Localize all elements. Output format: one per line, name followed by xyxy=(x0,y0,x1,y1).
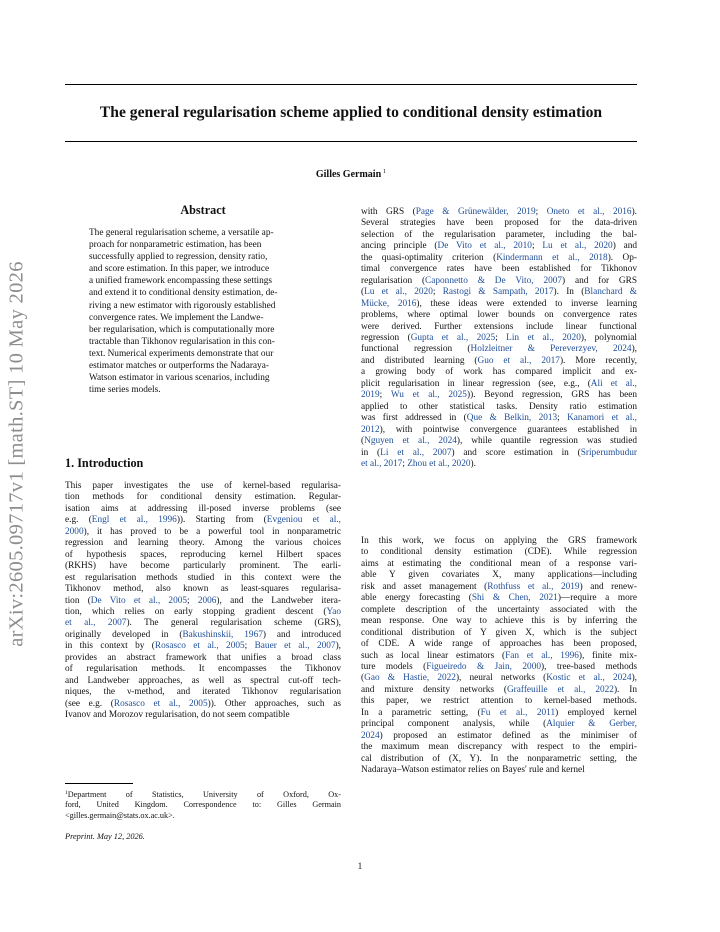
citation-link[interactable]: Ali et al., xyxy=(590,378,637,389)
footnote-line xyxy=(65,800,341,810)
text-line: cal distribution of (X, Y). In the nonparametric setting, the xyxy=(361,753,637,764)
text-line: (Lu et al., 2020; Rastogi & Sampath, 2017). In (Blanchard & xyxy=(361,287,637,298)
citation-link[interactable]: Rothfuss et al., 2019 xyxy=(487,581,580,592)
text-line: estimator matches or outperforms the Nadaraya- xyxy=(89,361,269,372)
text-line: successfully applied to regression, density ratio, xyxy=(89,252,268,263)
citation-link[interactable]: Rastogi & Sampath, 2017 xyxy=(442,287,554,298)
citation-link[interactable]: 2024 xyxy=(361,730,380,741)
citation-link[interactable]: Kostic et al., 2024 xyxy=(546,673,632,684)
citation-link[interactable]: Lu et al., 2020 xyxy=(542,241,613,252)
text-line: a unified framework encompassing these settings xyxy=(89,276,273,287)
text-line: of regularisation methods. It encompasses the Tikhonov xyxy=(65,664,341,675)
text-line: of CDE. A wide range of approaches has been proposed, xyxy=(361,639,637,650)
top-rule xyxy=(65,84,637,85)
citation-link[interactable]: Fan et al., 1996 xyxy=(505,650,579,661)
text-line: the quasi-optimality criterion (Kindermann et al., 2018). Op- xyxy=(361,252,638,263)
text-line: In this work, we focus on applying the GRS framework xyxy=(361,536,637,546)
text-line: in (Li et al., 2007) and score estimation in (Sriperumbudur xyxy=(361,447,637,458)
text-line: the maximum mean discrepancy with respect to the empiri- xyxy=(361,742,637,753)
citation-link[interactable]: Oneto et al., 2016 xyxy=(546,207,632,217)
right-column-paragraph-1 xyxy=(361,207,637,470)
text-line: The general regularisation scheme, a versatile ap- xyxy=(89,228,274,238)
citation-link[interactable]: Bakushinskii, 1967 xyxy=(182,629,263,640)
text-line: able Y given covariates X, many applications—including xyxy=(361,570,637,581)
text-line: functional regression (Holzleitner & Pereverzyev, 2024), xyxy=(361,344,637,355)
intro-paragraph xyxy=(65,481,341,722)
text-line: tractable than Tikhonov regularisation in this con- xyxy=(89,336,275,347)
text-line: and mixture density networks (Graffeuille et al., 2022). In xyxy=(361,684,637,695)
text-line: applied to other statistical tasks. Density ratio estimation xyxy=(361,401,637,412)
author-name: Gilles Germain xyxy=(315,169,382,180)
citation-link[interactable]: De Vito et al., 2010 xyxy=(437,241,532,252)
text-line: convergence rates. We implement the Landwe- xyxy=(89,312,264,323)
abstract-body xyxy=(89,227,321,396)
text-line: regression and learning theory. Among the various choices xyxy=(65,538,341,549)
text-line: Nadaraya–Watson estimator relies on Bayes' rule and kernel xyxy=(361,765,585,776)
text-line: provides an abstract framework that unifies a broad class xyxy=(65,652,341,663)
citation-link[interactable]: 2006 xyxy=(197,595,217,606)
text-line: Watson estimator in various scenarios, including xyxy=(89,373,270,384)
text-line: selection of the regularisation parameter, including the bal- xyxy=(361,229,637,240)
text-line: In a parametric setting, (Fu et al., 2011) employed kernel xyxy=(361,707,637,718)
text-line: (Gao & Hastie, 2022), neural networks (Kostic et al., 2024), xyxy=(361,673,637,684)
text-line: e.g. (Engl et al., 1996)). Starting from (Evgeniou et al., xyxy=(65,515,341,526)
text-line: conditional distribution of Y given X, which is the subject xyxy=(361,627,637,638)
preprint-note: Preprint. May 12, 2026. xyxy=(65,832,145,841)
text-line: this paper, we restrict attention to kernel-based methods. xyxy=(361,696,637,707)
text-line: complete description of the uncertainty associated with the xyxy=(361,604,637,615)
citation-link[interactable]: Wu et al., 2025 xyxy=(390,390,467,401)
citation-link[interactable]: Lin et al., 2020 xyxy=(506,332,581,343)
text-line: plicit regularisation in linear regression (see, e.g., (Ali et al., xyxy=(361,378,637,389)
text-line: in this context by (Rosasco et al., 2005; Bauer et al., 2007), xyxy=(65,641,341,652)
citation-link[interactable]: 2012 xyxy=(361,424,380,435)
text-line: et al., 2017; Zhou et al., 2020). xyxy=(361,458,476,469)
page-number: 1 xyxy=(357,862,363,872)
text-line: est regularisation methods studied in this context were the xyxy=(65,572,341,583)
text-line: Ivanov and Morozov regularisation, do not seem compatible xyxy=(65,710,290,721)
text-line: Mücke, 2016), these ideas were extended to inverse learning xyxy=(361,298,637,309)
text-line: text. Numerical experiments demonstrate that our xyxy=(89,348,274,359)
citation-link[interactable]: Engl et al., 1996 xyxy=(91,515,177,526)
text-line: a growing body of work has compared implicit and ex- xyxy=(361,367,637,378)
citation-link[interactable]: 2019 xyxy=(361,390,380,401)
citation-link[interactable]: Yao xyxy=(326,606,341,617)
citation-link[interactable]: Gupta et al., 2025 xyxy=(410,332,496,343)
text-line: 2000), it has proved to be a powerful tool in nonparametric xyxy=(65,526,341,537)
text-line: Several strategies have been proposed for the data-driven xyxy=(361,218,637,229)
citation-link[interactable]: Figueiredo & Jain, 2000 xyxy=(426,661,541,672)
citation-link[interactable]: Alquier & Gerber, xyxy=(546,719,637,730)
citation-link[interactable]: Rosasco et al., 2005 xyxy=(154,641,245,652)
citation-link[interactable]: Page & Grünewälder, 2019 xyxy=(415,207,536,217)
abstract-heading: Abstract xyxy=(180,203,226,217)
text-line: and score estimation. In this paper, we introduce xyxy=(89,264,270,275)
text-line: regularisation (Caponnetto & De Vito, 2007) and for GRS xyxy=(361,275,637,286)
text-line: et al., 2007). The general regularisation scheme (GRS), xyxy=(65,618,342,629)
citation-link[interactable]: Li et al., 2007 xyxy=(380,447,452,458)
text-line: Tikhonov method, also known as least-squares regularisa- xyxy=(65,584,341,595)
text-line: were derived. Further extensions include linear functional xyxy=(361,321,637,332)
text-line: able energy forecasting (Shi & Chen, 2021)—require a more xyxy=(361,593,637,604)
text-line: and extend it to conditional density estimation, de- xyxy=(89,288,278,299)
section-heading-introduction: 1. Introduction xyxy=(65,456,144,470)
citation-link[interactable]: Lu et al., 2020 xyxy=(364,287,433,298)
citation-link[interactable]: Caponnetto & De Vito, 2007 xyxy=(425,275,563,286)
text-line: (Nguyen et al., 2024), while quantile regression was studied xyxy=(361,436,637,447)
text-line: with GRS (Page & Grünewälder, 2019; Oneto et al., 2016). xyxy=(361,207,637,217)
text-line: of hypothesis spaces, reproducing kernel Hilbert spaces xyxy=(65,549,341,560)
citation-link[interactable]: De Vito et al., 2005 xyxy=(90,595,188,606)
text-line: risk and asset management (Rothfuss et al., 2019) and renew- xyxy=(361,581,637,592)
text-line: time series models. xyxy=(89,385,161,396)
text-line: 2024) proposed an estimator defined as the minimiser of xyxy=(361,730,637,741)
text-line: 2012), with pointwise convergence guarantees established in xyxy=(361,424,637,435)
citation-link[interactable]: Nguyen et al., 2024 xyxy=(364,436,457,447)
citation-link[interactable]: et al., 2017 xyxy=(361,458,403,469)
citation-link[interactable]: Evgeniou et al., xyxy=(266,515,341,526)
footnote-text: <gilles.germain@stats.ox.ac.uk>. xyxy=(65,810,175,820)
text-line: such as local linear estimators (Fan et al., 1996), finite mix- xyxy=(361,650,637,661)
text-line: principal component analysis, while (Alquier & Gerber, xyxy=(361,719,637,730)
text-line: tion methods for conditional density estimation. Regular- xyxy=(65,492,341,503)
citation-link[interactable]: Kindermann et al., 2018 xyxy=(496,252,608,263)
citation-link[interactable]: Fu et al., 2011 xyxy=(480,707,556,718)
footnote-mark: 1 xyxy=(65,790,68,796)
text-line: mean response. One way to achieve this is by inferring the xyxy=(361,616,637,627)
text-line: This paper investigates the use of kernel-based regularisa- xyxy=(65,481,341,491)
citation-link[interactable]: Sriperumbudur xyxy=(580,447,637,458)
author-affiliation-mark: 1 xyxy=(383,169,387,175)
footnote-rule xyxy=(65,783,133,784)
arxiv-stamp-text: arXiv:2605.09717v1 [math.ST] 10 May 2026 xyxy=(5,261,28,647)
citation-link[interactable]: Que & Belkin, 2013 xyxy=(466,413,558,424)
text-line: regression (Gupta et al., 2025; Lin et al., 2020), polynomial xyxy=(361,332,638,343)
citation-link[interactable]: Holzleitner & Pereverzyev, 2024 xyxy=(470,344,632,355)
citation-link[interactable]: Guo et al., 2017 xyxy=(477,355,560,366)
text-line: problems, where optimal lower bounds on convergence rates xyxy=(361,310,637,321)
text-line: ancing principle (De Vito et al., 2010; Lu et al., 2020) and xyxy=(361,241,637,252)
text-line: aims at estimating the conditional mean of a response vari- xyxy=(361,558,637,569)
text-line: and distributed learning (Guo et al., 2017). More recently, xyxy=(361,355,637,366)
citation-link[interactable]: Mücke, 2016 xyxy=(361,298,417,309)
footnote xyxy=(65,788,341,821)
text-line: tion (De Vito et al., 2005; 2006), and the Landweber itera- xyxy=(65,595,341,606)
text-line: (RKHS) have become particularly prominent. The earli- xyxy=(65,561,341,572)
citation-link[interactable]: Bauer et al., 2007 xyxy=(254,641,336,652)
citation-link[interactable]: Shi & Chen, 2021 xyxy=(471,593,558,604)
text-line: (see e.g. (Rosasco et al., 2005)). Other approaches, such as xyxy=(65,698,341,709)
citation-link[interactable]: Blanchard & xyxy=(584,287,637,298)
text-line: ber regularisation, which is computationally more xyxy=(89,324,275,335)
text-line: riving a new estimator with rigorously established xyxy=(89,300,276,311)
text-line: and Landweber approaches, as well as spectral cut-off tech- xyxy=(65,675,341,686)
citation-link[interactable]: Zhou et al., 2020 xyxy=(407,458,471,469)
text-line: timal convergence rates have been established for Tikhonov xyxy=(361,264,637,275)
paper-title: The general regularisation scheme applied to conditional density estimation xyxy=(99,104,603,121)
citation-link[interactable]: 2000 xyxy=(65,526,84,537)
footnote-line xyxy=(65,811,341,821)
citation-link[interactable]: et al., 2007 xyxy=(65,618,127,629)
text-line: tion, which relies on early stopping gradient descent (Yao xyxy=(65,606,341,617)
text-line: was first addressed in (Que & Belkin, 2013; Kanamori et al., xyxy=(361,413,637,424)
citation-link[interactable]: Graffeuille et al., 2022 xyxy=(506,684,614,695)
text-line: isation aims at addressing ill-posed inverse problems (see xyxy=(65,503,341,514)
text-line: niques, the ν-method, and iterated Tikhonov regularisation xyxy=(65,687,341,698)
citation-link[interactable]: Kanamori et al., xyxy=(567,413,637,424)
citation-link[interactable]: Gao & Hastie, 2022 xyxy=(364,673,456,684)
text-line: 2019; Wu et al., 2025)). Beyond regression, GRS has been xyxy=(361,390,638,401)
text-line: originally developed in (Bakushinskii, 1967) and introduced xyxy=(65,629,342,640)
footnote-text: ford, United Kingdom. Correspondence to: Gilles Germain xyxy=(65,800,341,810)
text-line: to conditional density estimation (CDE). While regression xyxy=(361,547,637,558)
author-line xyxy=(65,169,637,180)
footnote-line xyxy=(65,788,341,800)
citation-link[interactable]: Rosasco et al., 2005 xyxy=(113,698,208,709)
right-column-paragraph-2 xyxy=(361,536,637,777)
text-line: ture models (Figueiredo & Jain, 2000), tree-based methods xyxy=(361,661,637,672)
footnote-text: Department of Statistics, University of Oxford, Ox- xyxy=(67,790,341,799)
bottom-rule xyxy=(65,141,637,142)
text-line: proach for nonparametric estimation, has been xyxy=(89,240,262,251)
